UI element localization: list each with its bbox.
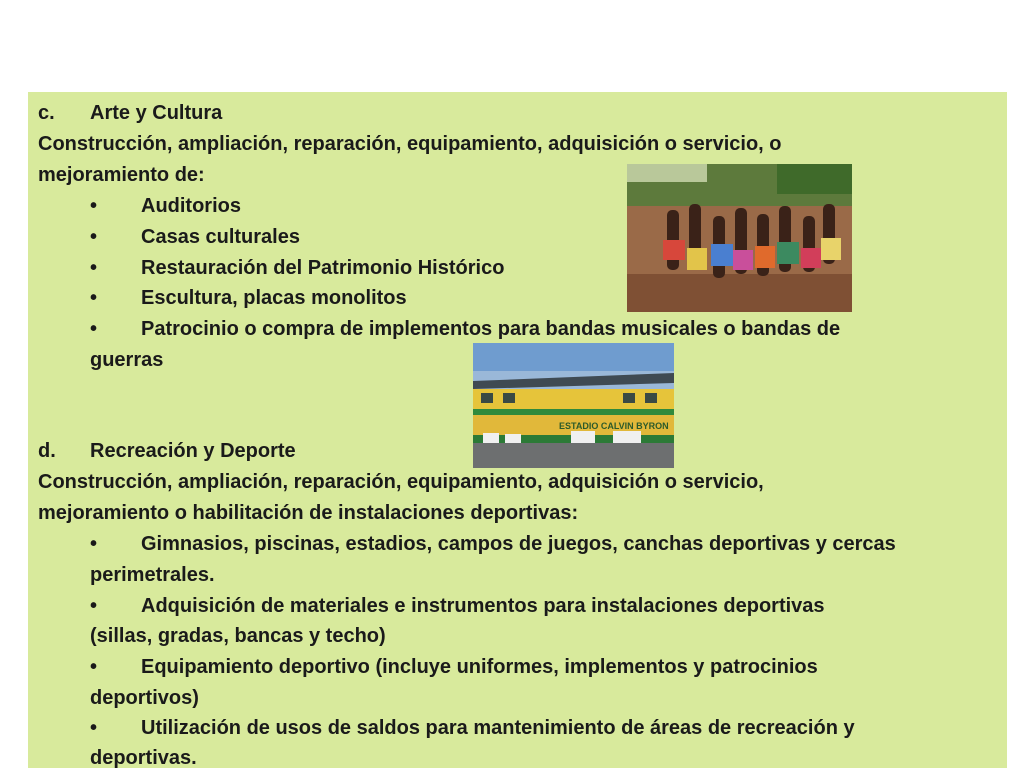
section-d-item-4: Utilización de usos de saldos para mantenimiento de áreas de recreación y: [141, 717, 855, 739]
section-d-marker: d.: [38, 440, 56, 462]
bullet-icon: •: [90, 226, 98, 248]
section-c-item-5: Patrocinio o compra de implementos para bandas musicales o bandas de: [141, 318, 841, 340]
section-c-intro-line2: mejoramiento de:: [38, 164, 205, 186]
section-d-item-1: Gimnasios, piscinas, estadios, campos de juegos, canchas deportivas y cercas: [141, 533, 896, 555]
section-c-item-5-cont: guerras: [90, 349, 164, 371]
dance-photo-image: [627, 164, 852, 312]
bullet-icon: •: [90, 717, 98, 739]
bullet-icon: •: [90, 287, 98, 309]
section-d-item-3-cont: deportivos): [90, 687, 199, 709]
section-d-item-3: Equipamiento deportivo (incluye uniformes, implementos y patrocinios: [141, 656, 818, 678]
section-d-item-1-cont: perimetrales.: [90, 564, 215, 586]
dance-photo: [627, 164, 852, 312]
section-d-item-2: Adquisición de materiales e instrumentos para instalaciones deportivas: [141, 595, 825, 617]
section-d-item-2-cont: (sillas, gradas, bancas y techo): [90, 625, 386, 647]
section-c-item-2: Casas culturales: [141, 226, 300, 248]
section-d-intro-line2: mejoramiento o habilitación de instalaciones deportivas:: [38, 502, 579, 524]
stadium-photo-image: [473, 343, 674, 468]
section-d-title: Recreación y Deporte: [90, 440, 296, 462]
bullet-icon: •: [90, 533, 98, 555]
bullet-icon: •: [90, 656, 98, 678]
bullet-icon: •: [90, 257, 98, 279]
section-c-item-1: Auditorios: [141, 195, 241, 217]
section-c-intro-line1: Construcción, ampliación, reparación, equipamiento, adquisición o servicio, o: [38, 133, 782, 155]
bullet-icon: •: [90, 195, 98, 217]
section-c-title: Arte y Cultura: [90, 102, 223, 124]
section-c-item-3: Restauración del Patrimonio Histórico: [141, 257, 505, 279]
stadium-sign-text: ESTADIO CALVIN BYRON: [559, 421, 669, 431]
section-d-item-4-cont: deportivas.: [90, 747, 197, 769]
section-c-marker: c.: [38, 102, 55, 124]
bullet-icon: •: [90, 595, 98, 617]
section-c-item-4: Escultura, placas monolitos: [141, 287, 407, 309]
section-d-intro-line1: Construcción, ampliación, reparación, equipamiento, adquisición o servicio,: [38, 471, 764, 493]
stadium-photo: [473, 343, 674, 468]
bullet-icon: •: [90, 318, 98, 340]
